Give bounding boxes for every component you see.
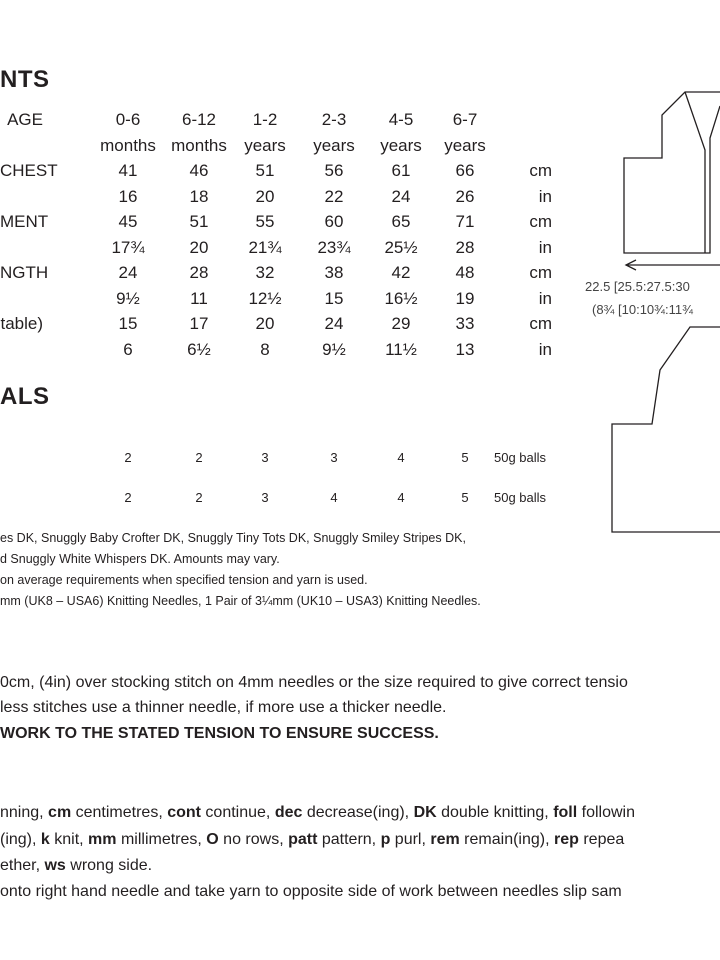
size-unit: years <box>313 136 355 155</box>
abbreviation-segment: mm <box>88 831 117 848</box>
size-range: 1-2 <box>252 110 278 129</box>
cell-cm: 45 <box>118 212 138 231</box>
abbreviations-line-4: onto right hand needle and take yarn to opposite side of work between needles slip sam <box>0 883 622 900</box>
cell-cm: 29 <box>391 314 411 333</box>
abbreviation-segment: ether, <box>0 857 45 874</box>
abbreviation-segment: followin <box>577 804 636 821</box>
cell-cm: 55 <box>255 212 275 231</box>
abbreviation-segment: dec <box>274 804 303 821</box>
row-label: CHEST <box>0 161 58 180</box>
cell-cm: 20 <box>255 314 275 333</box>
cell-in: 6½ <box>187 340 211 359</box>
row-label: MENT <box>0 212 49 231</box>
cell-cm: 61 <box>391 161 411 180</box>
abbreviation-segment: pattern, <box>317 831 381 848</box>
size-range: 6-7 <box>452 110 478 129</box>
cell-cm: 51 <box>189 212 209 231</box>
tension-line-3: WORK TO THE STATED TENSION TO ENSURE SUCCESS. <box>0 725 439 742</box>
cell-in: 8 <box>260 340 270 359</box>
yarn-quantity: 2 <box>124 450 132 465</box>
cell-in: 11½ <box>385 340 417 359</box>
cell-in: 28 <box>455 238 475 257</box>
tension-line-2: less stitches use a thinner needle, if more use a thicker needle. <box>0 699 447 716</box>
abbreviation-segment: O <box>206 831 219 848</box>
unit-cm: cm <box>529 314 552 333</box>
abbreviation-segment: cont <box>167 804 201 821</box>
cell-cm: 66 <box>455 161 475 180</box>
abbreviation-segment: foll <box>553 804 578 821</box>
abbreviation-segment: remain(ing), <box>459 831 554 848</box>
cell-cm: 24 <box>118 263 138 282</box>
cell-in: 24 <box>391 187 411 206</box>
cell-in: 20 <box>189 238 209 257</box>
materials-note-2: d Snuggly White Whispers DK. Amounts may vary. <box>0 552 280 566</box>
yarn-quantity: 2 <box>195 490 203 505</box>
abbreviation-segment: decrease(ing), <box>302 804 414 821</box>
abbreviation-segment: rem <box>430 831 460 848</box>
size-range: 6-12 <box>181 110 217 129</box>
tension-line-1: 0cm, (4in) over stocking stitch on 4mm needles or the size required to give correct tensio <box>0 674 628 691</box>
materials-heading: ALS <box>0 383 50 410</box>
cell-cm: 41 <box>118 161 138 180</box>
unit-in: in <box>538 187 552 206</box>
width-measure-in: (8¾ [10:10¾:11¾ <box>592 302 693 317</box>
cell-cm: 51 <box>255 161 275 180</box>
cell-in: 15 <box>324 289 344 308</box>
size-unit: years <box>444 136 486 155</box>
yarn-quantity: 2 <box>195 450 203 465</box>
abbreviation-segment: ws <box>44 857 66 874</box>
cell-in: 19 <box>455 289 475 308</box>
cell-cm: 38 <box>324 263 344 282</box>
yarn-unit: 50g balls <box>494 490 547 505</box>
cell-cm: 33 <box>455 314 475 333</box>
yarn-quantity: 3 <box>330 450 338 465</box>
cell-in: 20 <box>255 187 275 206</box>
cell-cm: 65 <box>391 212 411 231</box>
abbreviation-segment: k <box>40 831 50 848</box>
width-measure-cm: 22.5 [25.5:27.5:30 <box>585 279 690 294</box>
cell-cm: 48 <box>455 263 475 282</box>
cell-in: 17¾ <box>111 238 145 257</box>
size-range: 2-3 <box>321 110 347 129</box>
cell-in: 16½ <box>384 289 418 308</box>
cardigan-back-outline <box>612 327 720 532</box>
abbreviation-segment: p <box>380 831 391 848</box>
unit-in: in <box>538 340 552 359</box>
abbreviation-segment: knit, <box>49 831 89 848</box>
cell-cm: 42 <box>391 263 411 282</box>
cell-in: 9½ <box>322 340 346 359</box>
cell-in: 21¾ <box>248 238 282 257</box>
yarn-unit: 50g balls <box>494 450 547 465</box>
cell-cm: 24 <box>324 314 344 333</box>
abbreviation-segment: millimetres, <box>116 831 207 848</box>
size-unit: months <box>171 136 227 155</box>
cell-in: 26 <box>455 187 475 206</box>
materials-note-3: on average requirements when specified tension and yarn is used. <box>0 573 368 587</box>
yarn-quantity: 4 <box>397 490 405 505</box>
cell-cm: 32 <box>255 263 275 282</box>
size-unit: years <box>244 136 286 155</box>
abbreviation-segment: rep <box>553 831 579 848</box>
size-range: 4-5 <box>388 110 414 129</box>
cell-cm: 71 <box>455 212 475 231</box>
cell-in: 9½ <box>116 289 140 308</box>
yarn-quantity: 4 <box>397 450 405 465</box>
cell-in: 11 <box>190 289 208 308</box>
cell-cm: 28 <box>189 263 209 282</box>
yarn-quantity: 3 <box>261 450 269 465</box>
abbreviation-segment: (ing), <box>0 831 41 848</box>
abbreviation-segment: purl, <box>390 831 431 848</box>
abbreviation-segment: nning, <box>0 804 49 821</box>
age-label: AGE <box>7 110 43 129</box>
materials-note-1: es DK, Snuggly Baby Crofter DK, Snuggly Tiny Tots DK, Snuggly Smiley Stripes DK, <box>0 531 466 545</box>
abbreviation-segment: centimetres, <box>71 804 168 821</box>
row-label: NGTH <box>0 263 49 282</box>
abbreviation-segment: double knitting, <box>436 804 554 821</box>
cell-cm: 17 <box>189 314 209 333</box>
abbreviation-segment: patt <box>288 831 318 848</box>
abbreviation-segment: DK <box>413 804 437 821</box>
size-unit: months <box>100 136 156 155</box>
unit-cm: cm <box>529 161 552 180</box>
cell-in: 18 <box>189 187 209 206</box>
abbreviation-segment: continue, <box>200 804 275 821</box>
measurements-heading: NTS <box>0 66 50 93</box>
cell-cm: 60 <box>324 212 344 231</box>
unit-cm: cm <box>529 212 552 231</box>
cell-in: 25½ <box>384 238 418 257</box>
cell-in: 12½ <box>248 289 282 308</box>
yarn-quantity: 3 <box>261 490 269 505</box>
yarn-quantity: 2 <box>124 490 132 505</box>
yarn-quantity: 5 <box>461 450 469 465</box>
unit-in: in <box>538 289 552 308</box>
abbreviation-segment: no rows, <box>218 831 289 848</box>
unit-in: in <box>538 238 552 257</box>
cell-in: 23¾ <box>317 238 351 257</box>
row-label: table) <box>0 314 43 333</box>
abbreviation-segment: wrong side. <box>65 857 153 874</box>
yarn-quantity: 4 <box>330 490 338 505</box>
cell-in: 22 <box>324 187 344 206</box>
cell-cm: 46 <box>189 161 209 180</box>
unit-cm: cm <box>529 263 552 282</box>
size-unit: years <box>380 136 422 155</box>
abbreviation-segment: cm <box>48 804 72 821</box>
size-range: 0-6 <box>115 110 141 129</box>
cell-cm: 15 <box>118 314 138 333</box>
yarn-quantity: 5 <box>461 490 469 505</box>
cell-cm: 56 <box>324 161 344 180</box>
cell-in: 13 <box>455 340 475 359</box>
abbreviation-segment: repea <box>578 831 625 848</box>
cell-in: 16 <box>118 187 138 206</box>
cardigan-front-inner <box>685 92 705 253</box>
cell-in: 6 <box>123 340 133 359</box>
materials-note-4: mm (UK8 – USA6) Knitting Needles, 1 Pair of 3¼mm (UK10 – USA3) Knitting Needles. <box>0 594 481 608</box>
